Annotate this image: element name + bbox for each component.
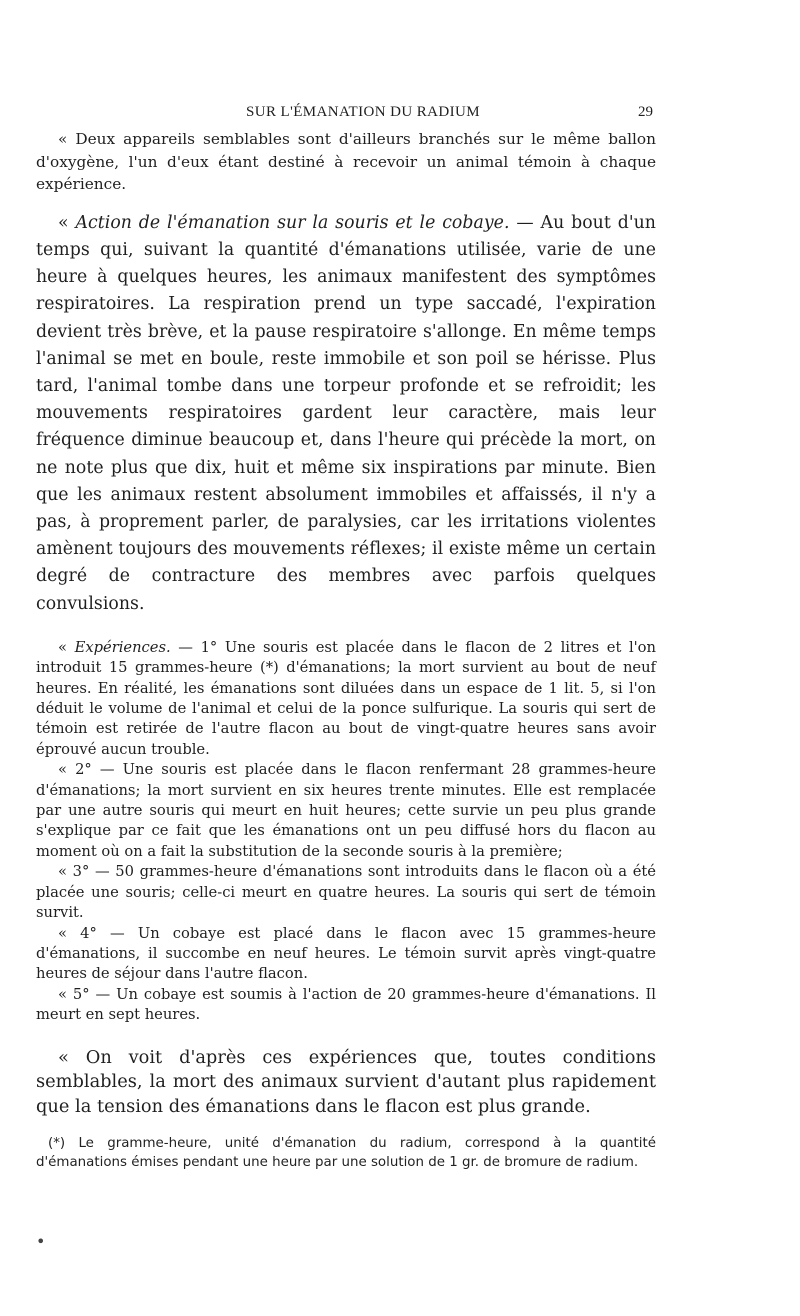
conclusion-paragraph: « On voit d'après ces expériences que, toutes conditions semblables, la mort des animaux survient d'autant plus rapidement que la tension des émanations dans le flacon est plus grande. <box>36 1046 656 1118</box>
stray-mark: • <box>36 1232 46 1251</box>
page-body <box>36 128 656 1172</box>
experience-4: « 4° — Un cobaye est placé dans le flacon avec 15 grammes-heure d'émanations, il succombe en neuf heures. Le témoin survit après vingt-quatre heures de séjour dans l'autre flacon. <box>36 924 656 983</box>
experience-3: « 3° — 50 grammes-heure d'émanations sont introduits dans le flacon où a été placée une souris; celle-ci meurt en quatre heures. La souris qui sert de témoin survit. <box>36 863 656 922</box>
page-number: 29 <box>638 104 653 120</box>
experience-1-text: — 1° Une souris est placée dans le flacon de 2 litres et l'on introduit 15 grammes-heure (*) d'émanations; la mort survient au bout de neuf heures. En réalité, les émanations sont diluées dans un espace de 1 lit. 5, si l'on déduit le volume de l'animal et celui de la ponce sulfurique. La souris qui sert de témoin est retirée de l'autre flacon au bout de vingt-quatre heures sans avoir éprouvé aucun trouble. <box>36 638 656 758</box>
quote-open: « <box>58 212 76 233</box>
footnote: (*) Le gramme-heure, unité d'émanation du radium, correspond à la quantité d'émanations émises pendant une heure par une solution de 1 gr. de bromure de radium. <box>36 1135 656 1171</box>
quote-open: « <box>58 638 75 656</box>
experience-1 <box>36 638 656 760</box>
paragraph-apparatus: « Deux appareils semblables sont d'ailleurs branchés sur le même ballon d'oxygène, l'un d'eux étant destiné à recevoir un animal témoin à chaque expérience. <box>36 130 656 194</box>
paragraph-action-text: — Au bout d'un temps qui, suivant la quantité d'émanations utilisée, varie de une heure à quelques heures, les animaux manifestent des symptômes respiratoires. La respiration prend un type saccadé, l'expiration devient très brève, et la pause respiratoire s'allonge. En même temps l'animal se met en boule, reste immobile et son poil se hérisse. Plus tard, l'animal tombe dans une torpeur profonde et se refroidit; les mouvements respiratoires gardent leur caractère, mais leur fréquence diminue beaucoup et, dans l'heure qui précède la mort, on ne note plus que dix, huit et même six inspirations par minute. Bien que les animaux restent absolument immobiles et affaissés, il n'y a pas, à proprement parler, de paralysies, car les irritations violentes amènent toujours des mouvements réflexes; il existe même un certain degré de contracture des membres avec parfois quelques convulsions. <box>36 212 656 614</box>
section-title-action: Action de l'émanation sur la souris et le cobaye. <box>75 212 510 233</box>
paragraph-action <box>36 210 656 618</box>
experience-2: « 2° — Une souris est placée dans le flacon renfermant 28 grammes-heure d'émanations; la mort survient en six heures trente minutes. Elle est remplacée par une autre souris qui meurt en huit heures; cette survie un peu plus grande s'explique par ce fait que les émanations ont un peu diffusé hors du flacon au moment où on a fait la substitution de la seconde souris à la première; <box>36 761 656 860</box>
section-title-experiences: Expériences. <box>74 638 171 656</box>
running-title: SUR L'ÉMANATION DU RADIUM <box>246 104 480 120</box>
experience-5: « 5° — Un cobaye est soumis à l'action de 20 grammes-heure d'émanations. Il meurt en sept heures. <box>36 985 656 1024</box>
